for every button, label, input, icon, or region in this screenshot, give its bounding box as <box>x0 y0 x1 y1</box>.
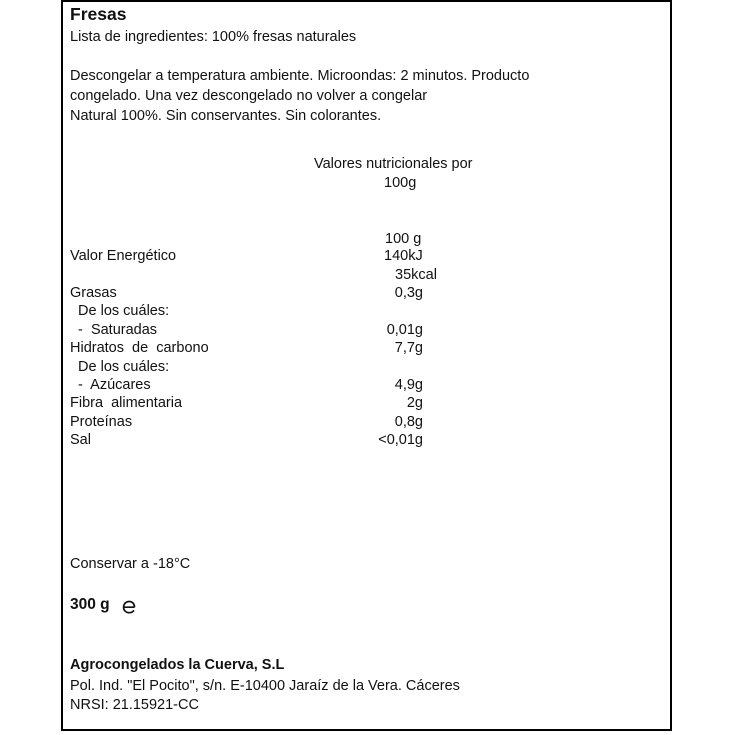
nutrition-row-label: Fibra alimentaria <box>70 395 183 412</box>
nutrition-row-label: De los cuáles: <box>70 303 170 320</box>
energy-label: Valor Energético <box>70 248 177 264</box>
product-name: Fresas <box>70 4 127 24</box>
nutrition-row-label: Sal <box>70 432 91 449</box>
energy-kj-value: 140kJ <box>384 248 423 264</box>
nutrition-row-label: Hidratos de carbono <box>70 340 209 357</box>
company-name: Agrocongelados la Cuerva, S.L <box>70 657 285 673</box>
nutrition-row-label: Proteínas <box>70 413 133 430</box>
nutrition-row-label: - Saturadas <box>70 321 158 338</box>
nutrition-row-value: <0,01g <box>378 432 423 449</box>
nutrition-row-label: De los cuáles: <box>70 358 170 375</box>
energy-kcal-value: 35kcal <box>395 267 437 283</box>
instructions-line-1: Descongelar a temperatura ambiente. Microondas: 2 minutos. Producto <box>70 68 530 84</box>
instructions-line-2: congelado. Una vez descongelado no volver a congelar <box>70 88 428 104</box>
nutrition-row-value: 0,8g <box>394 413 423 430</box>
company-address: Pol. Ind. "El Pocito", s/n. E-10400 Jaraíz de la Vera. Cáceres <box>70 678 460 694</box>
nutrition-row-label: Grasas <box>70 285 117 301</box>
nutrition-row-label: - Azúcares <box>70 377 151 393</box>
company-registry: NRSI: 21.15921-CC <box>70 697 199 713</box>
nutrition-row-value: 4,9g <box>394 377 423 393</box>
nutrition-row-value: 2g <box>406 395 423 412</box>
e-mark-icon <box>121 599 137 615</box>
ingredients-list: Lista de ingredientes: 100% fresas naturales <box>70 29 357 45</box>
nutrition-header-line-1: Valores nutricionales por <box>314 156 473 172</box>
nutrition-row-value: 0,3g <box>394 285 423 301</box>
nutrition-row-value: 7,7g <box>394 340 423 357</box>
nutrition-column-header: 100 g <box>385 231 422 247</box>
net-weight: 300 g <box>70 596 110 613</box>
instructions-line-3: Natural 100%. Sin conservantes. Sin colorantes. <box>70 108 382 124</box>
nutrition-header-line-2: 100g <box>384 175 417 191</box>
nutrition-row-value: 0,01g <box>386 321 423 338</box>
storage-instructions: Conservar a -18°C <box>70 556 191 572</box>
